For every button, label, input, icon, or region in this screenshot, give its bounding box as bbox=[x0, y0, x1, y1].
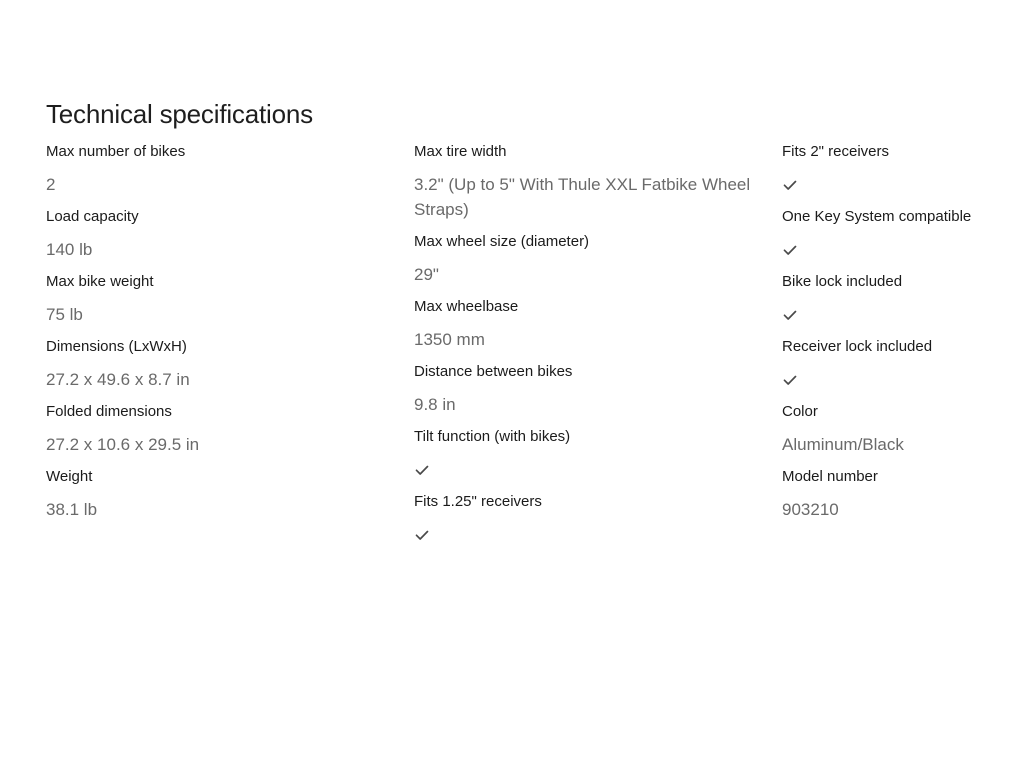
spec-column-1 bbox=[46, 142, 414, 522]
section-title: Technical specifications bbox=[46, 99, 313, 129]
spec-label: Distance between bikes bbox=[414, 363, 573, 380]
spec-item-dimensions-lxwxh bbox=[46, 337, 414, 392]
spec-label: Weight bbox=[46, 468, 93, 485]
spec-item-max-bike-weight bbox=[46, 272, 414, 327]
spec-value: 140 lb bbox=[46, 240, 93, 259]
spec-value: 3.2" (Up to 5" With Thule XXL Fatbike Wheel Straps) bbox=[414, 175, 751, 219]
spec-value: 38.1 lb bbox=[46, 500, 98, 519]
spec-item-max-tire-width bbox=[414, 142, 782, 222]
spec-label: Color bbox=[782, 403, 818, 420]
spec-item-max-number-of-bikes bbox=[46, 142, 414, 197]
specs-grid bbox=[46, 142, 1006, 547]
spec-value-check bbox=[782, 367, 1006, 392]
spec-label: Max bike weight bbox=[46, 273, 154, 290]
spec-item-one-key-system-compatible bbox=[782, 207, 1006, 262]
spec-label: Tilt function (with bikes) bbox=[414, 428, 571, 445]
spec-value-check bbox=[782, 172, 1006, 197]
spec-item-receiver-lock-included bbox=[782, 337, 1006, 392]
spec-item-bike-lock-included bbox=[782, 272, 1006, 327]
spec-value: 2 bbox=[46, 175, 56, 194]
spec-value: 75 lb bbox=[46, 305, 83, 324]
checkmark-icon bbox=[782, 307, 798, 323]
spec-item-tilt-function-with-bikes bbox=[414, 427, 782, 482]
spec-value: 27.2 x 10.6 x 29.5 in bbox=[46, 435, 200, 454]
checkmark-icon bbox=[414, 462, 430, 478]
spec-label: Receiver lock included bbox=[782, 338, 933, 355]
spec-value: 903210 bbox=[782, 500, 839, 519]
technical-specifications-section bbox=[46, 98, 1006, 547]
spec-value: Aluminum/Black bbox=[782, 435, 904, 454]
spec-value: 9.8 in bbox=[414, 395, 456, 414]
spec-label: Fits 1.25" receivers bbox=[414, 493, 542, 510]
spec-column-3 bbox=[782, 142, 1006, 522]
spec-item-model-number bbox=[782, 467, 1006, 522]
spec-label: Bike lock included bbox=[782, 273, 903, 290]
spec-column-2 bbox=[414, 142, 782, 547]
spec-value-check bbox=[414, 522, 782, 547]
spec-label: Max wheelbase bbox=[414, 298, 519, 315]
spec-label: One Key System compatible bbox=[782, 208, 972, 225]
checkmark-icon bbox=[782, 372, 798, 388]
spec-item-color bbox=[782, 402, 1006, 457]
spec-label: Model number bbox=[782, 468, 878, 485]
spec-item-max-wheel-size-diameter bbox=[414, 232, 782, 287]
spec-label: Load capacity bbox=[46, 208, 139, 225]
spec-item-load-capacity bbox=[46, 207, 414, 262]
checkmark-icon bbox=[782, 177, 798, 193]
spec-item-distance-between-bikes bbox=[414, 362, 782, 417]
checkmark-icon bbox=[782, 242, 798, 258]
spec-value-check bbox=[782, 302, 1006, 327]
spec-value: 1350 mm bbox=[414, 330, 485, 349]
spec-item-fits-1-25-receivers bbox=[414, 492, 782, 547]
checkmark-icon bbox=[414, 527, 430, 543]
spec-value-check bbox=[782, 237, 1006, 262]
spec-label: Max tire width bbox=[414, 143, 507, 160]
spec-value-check bbox=[414, 457, 782, 482]
spec-item-fits-2-receivers bbox=[782, 142, 1006, 197]
spec-label: Max wheel size (diameter) bbox=[414, 233, 590, 250]
spec-value: 27.2 x 49.6 x 8.7 in bbox=[46, 370, 190, 389]
spec-item-max-wheelbase bbox=[414, 297, 782, 352]
spec-value: 29" bbox=[414, 265, 439, 284]
spec-item-weight bbox=[46, 467, 414, 522]
spec-label: Folded dimensions bbox=[46, 403, 172, 420]
spec-item-folded-dimensions bbox=[46, 402, 414, 457]
spec-label: Fits 2" receivers bbox=[782, 143, 890, 160]
spec-label: Max number of bikes bbox=[46, 143, 186, 160]
spec-label: Dimensions (LxWxH) bbox=[46, 338, 187, 355]
